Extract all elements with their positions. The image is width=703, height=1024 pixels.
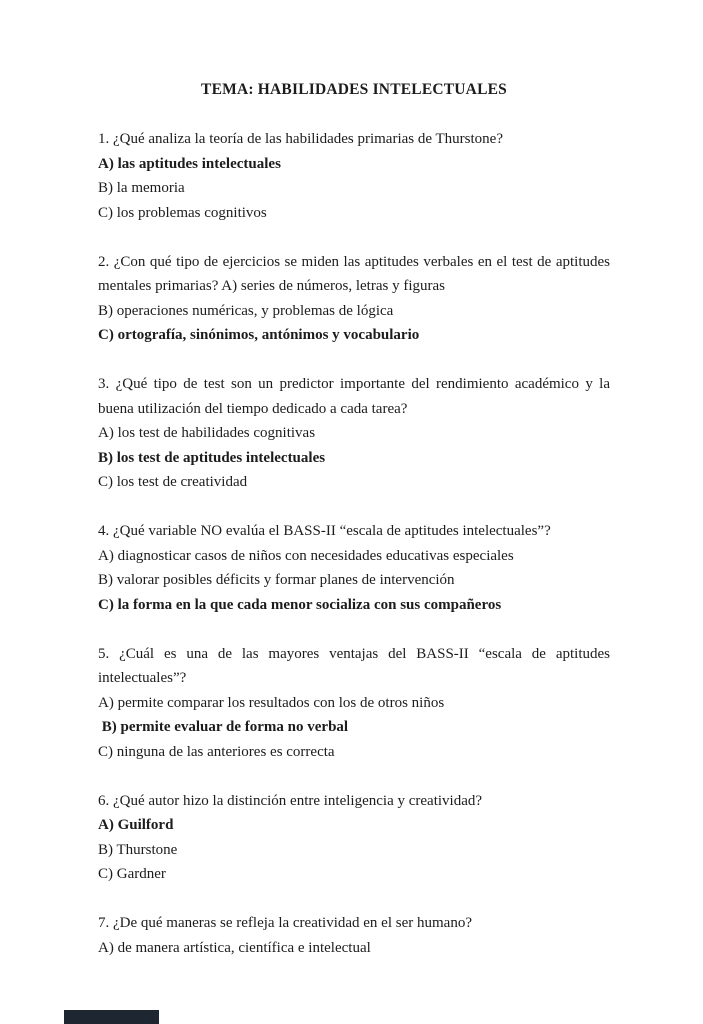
question-block [98,372,610,495]
question-block [98,519,610,617]
question-text: 4. ¿Qué variable NO evalúa el BASS-II “escala de aptitudes intelectuales”? [98,523,551,539]
option-text: C) los test de creatividad [98,474,248,490]
option-text: A) diagnosticar casos de niños con necesidades educativas especiales [98,547,514,564]
option-text: B) la memoria [98,180,185,196]
question-block [98,789,610,887]
question-block [98,911,610,960]
option-text: B) los test de aptitudes intelectuales [98,449,326,466]
question-text: 5. ¿Cuál es una de las mayores ventajas del BASS-II “escala de aptitudes intelectuales”? [98,645,610,686]
bottom-dark-banner [64,1010,159,1024]
option-text: A) de manera artística, científica e intelectual [98,939,371,956]
questions-list [98,127,610,960]
option-text: B) operaciones numéricas, y problemas de lógica [98,302,394,319]
option-text: B) permite evaluar de forma no verbal [98,719,349,735]
page-title: TEMA: HABILIDADES INTELECTUALES [201,81,507,98]
question-block [98,250,610,348]
question-text: 3. ¿Qué tipo de test son un predictor importante del rendimiento académico y la buena utilización del tiempo dedicado a cada tarea? [98,376,610,417]
question-text: 6. ¿Qué autor hizo la distinción entre inteligencia y creatividad? [98,792,483,809]
question-block [98,127,610,225]
option-text: A) permite comparar los resultados con los de otros niños [98,694,445,711]
option-text: C) ortografía, sinónimos, antónimos y vocabulario [98,327,420,343]
question-text: 2. ¿Con qué tipo de ejercicios se miden las aptitudes verbales en el test de aptitudes mentales primarias? A) series de números, letras y figuras [98,253,610,294]
option-text: A) Guilford [98,817,174,833]
option-text: B) valorar posibles déficits y formar planes de intervención [98,572,455,588]
option-text: A) los test de habilidades cognitivas [98,425,316,441]
question-text: 1. ¿Qué analiza la teoría de las habilidades primarias de Thurstone? [98,131,503,147]
option-text: C) Gardner [98,866,166,882]
question-text: 7. ¿De qué maneras se refleja la creatividad en el ser humano? [98,915,472,931]
option-text: B) Thurstone [98,841,178,858]
option-text: C) ninguna de las anteriores es correcta [98,743,335,760]
option-text: A) las aptitudes intelectuales [98,155,281,172]
option-text: C) los problemas cognitivos [98,204,267,221]
option-text: C) la forma en la que cada menor socializa con sus compañeros [98,596,502,613]
question-block [98,642,610,765]
